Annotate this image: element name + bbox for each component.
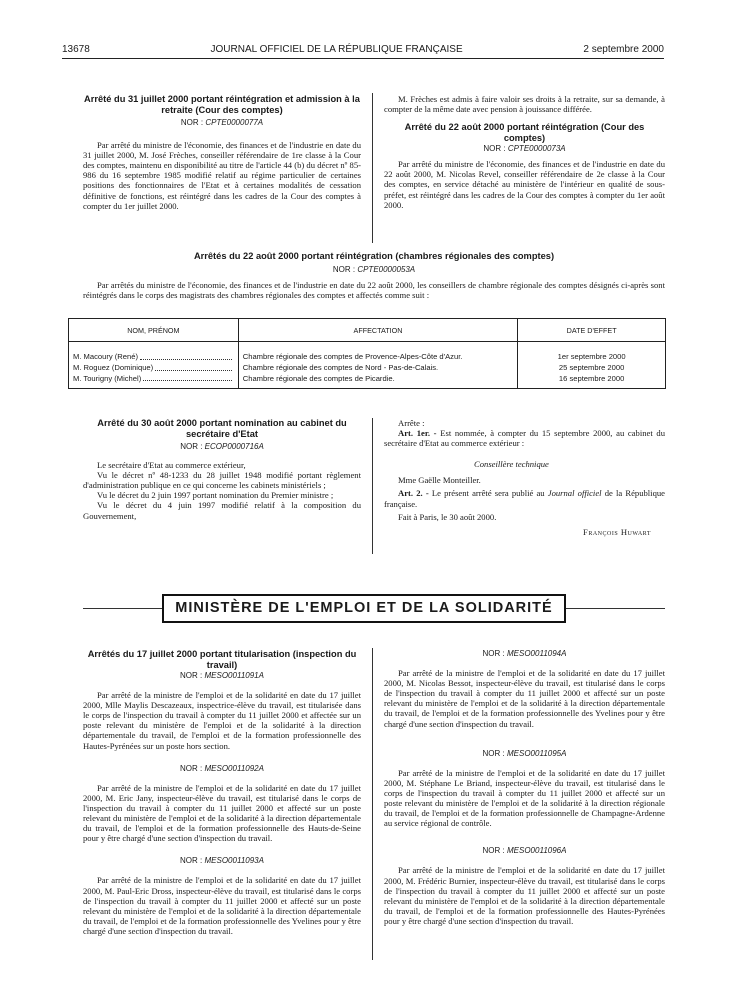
page-header xyxy=(62,44,664,55)
article-body: Par arrêté de la ministre de l'emploi et de la solidarité en date du 17 juillet 2000, M. Paul-Eric Dross, inspecteur-élève du travail, est titularisé dans le corps de l'inspection du travail à compter du 11 juillet 2000 et affecté sur un poste relevant du ministère de l'emploi et de la solidarité à la direction départementale du travail, de l'emploi et de la formation professionnelle des Yvelines pour y être chargé d'une section d'inspection du travail. xyxy=(83,875,361,936)
article-nomination-dispositif xyxy=(384,418,665,537)
article-body: Par arrêté de la ministre de l'emploi et de la solidarité en date du 17 juillet 2000, M. Frédéric Burnier, inspecteur-élève du travail, est titularisé dans le corps de l'inspection du travail à compter du 11 juillet 2000 et affecté sur un poste relevant du ministère de l'emploi et de la solidarité à la direction départementale du travail, de l'emploi et de la formation professionnelle des Hautes-Pyrénées pour y être chargé d'une section d'inspection du travail. xyxy=(384,865,665,926)
column-divider xyxy=(372,418,373,554)
role-title: Conseillère technique xyxy=(474,459,549,470)
table-row: M. Tourigny (Michel) Chambre régionale des comptes de Picardie. 16 septembre 2000 xyxy=(69,374,666,389)
arrete-label: Arrête : xyxy=(398,418,425,428)
article-nomination-cabinet xyxy=(83,418,361,521)
column-divider xyxy=(372,93,373,243)
nor-reference: NOR : MESO0011094A xyxy=(482,649,567,658)
article-body: Par arrêté de la ministre de l'emploi et de la solidarité en date du 17 juillet 2000, M. Eric Jany, inspecteur-élève du travail, est titularisé dans le corps de l'inspection du travail à compter du 11 juillet 2000 et affecté sur un poste relevant du ministère de l'emploi et de la solidarité à la direction départementale du travail, de l'emploi et de la formation professionnelle des Hauts-de-Seine pour y être chargé d'une section d'inspection du travail. xyxy=(83,782,361,844)
article-reintegration-retraite xyxy=(83,94,361,211)
article-continuation-and-reintegration xyxy=(384,94,665,210)
visa: Vu le décret du 2 juin 1997 portant nomination du Premier ministre ; xyxy=(97,490,334,501)
visa: Vu le décret nº 48-1233 du 28 juillet 1948 modifié portant règlement d'administration publique en ce qui concerne les cabinets ministériels ; xyxy=(83,470,361,491)
header-rule xyxy=(62,58,664,59)
done-at: Fait à Paris, le 30 août 2000. xyxy=(398,511,497,522)
issue-date: 2 septembre 2000 xyxy=(583,44,664,55)
signature: François Huwart xyxy=(583,526,651,537)
assignments-table xyxy=(68,318,666,389)
banner-rule-left xyxy=(83,608,162,609)
article-title: Arrêtés du 17 juillet 2000 portant titularisation (inspection du travail) xyxy=(87,649,357,670)
article-chambres-regionales xyxy=(83,251,665,300)
article-body: Par arrêté du ministre de l'économie, des finances et de l'industrie en date du 31 juillet 2000, M. José Frèches, conseiller référendaire de 1re classe à la Cour des comptes, maintenu en disponibilité au titre de l'article 44 (b) du décret nº 85-986 du 16 septembre 1985 modifié relatif au régime particulier de certaines positions des fonctionnaires de l'Etat et à certaines modalités de cessation définitive de fonctions, est réintégré dans les cadres de la Cour des comptes à compter du 1er juillet 2000. xyxy=(83,140,361,211)
article-body: Par arrêtés du ministre de l'économie, des finances et de l'industrie en date du 22 août 2000, les conseillers de chambre régionale des comptes désignés ci-après sont réintégrés dans le corps des magistrats des chambres régionales des comptes et affectés comme suit : xyxy=(83,279,665,300)
article-body: Par arrêté de la ministre de l'emploi et de la solidarité en date du 17 juillet 2000, M. Stéphane Le Briand, inspecteur-élève du travail, est titularisé dans le corps de l'inspection du travail à compter du 11 juillet 2000 et affecté sur un poste relevant du ministère de l'emploi et de la solidarité à la direction régionale du travail, de l'emploi et de la formation professionnelle de Champagne-Ardenne au service régional de contrôle. xyxy=(384,767,665,829)
appointee: Mme Gaëlle Monteiller. xyxy=(398,475,481,486)
nor-reference: NOR : MESO0011091A xyxy=(180,671,264,680)
article-title: Arrêté du 31 juillet 2000 portant réintégration et admission à la retraite (Cour des comptes) xyxy=(84,94,360,115)
article-titularisation-continued xyxy=(384,649,665,926)
article-title: Arrêtés du 22 août 2000 portant réintégration (chambres régionales des comptes) xyxy=(193,251,555,261)
nor-reference: NOR : MESO0011093A xyxy=(180,856,264,866)
ministry-banner: MINISTÈRE DE L'EMPLOI ET DE LA SOLIDARITÉ xyxy=(162,594,566,623)
article-2: Art. 2. - Le présent arrêté sera publié au Journal officiel de la République française. xyxy=(384,488,665,509)
visa: Vu le décret du 4 juin 1997 modifié relatif à la composition du Gouvernement, xyxy=(83,500,361,521)
column-header-name: NOM, PRÉNOM xyxy=(69,319,239,342)
column-divider xyxy=(372,648,373,960)
nor-reference: NOR : CPTE0000077A xyxy=(180,118,264,127)
table-row: M. Macoury (René) Chambre régionale des comptes de Provence-Alpes-Côte d'Azur. 1er septembre 2000 xyxy=(69,342,666,363)
nor-reference: NOR : MESO0011095A xyxy=(482,748,567,758)
article-title: Arrêté du 30 août 2000 portant nomination au cabinet du secrétaire d'Etat xyxy=(97,418,347,439)
nor-reference: NOR : CPTE0000073A xyxy=(483,144,566,154)
article-body: Par arrêté de la ministre de l'emploi et de la solidarité en date du 17 juillet 2000, M. Nicolas Bessot, inspecteur-élève du travail, est titularisé dans le corps de l'inspection du travail à compter du 11 juillet 2000 et affecté sur un poste relevant du ministère de l'emploi et de la solidarité à la direction départementale du travail, de l'emploi et de la formation professionnelle des Yvelines pour y être chargé d'une section d'inspection du travail. xyxy=(384,668,665,729)
column-header-affectation: AFFECTATION xyxy=(238,319,517,342)
article-continuation: M. Frèches est admis à faire valoir ses droits à la retraite, sur sa demande, à compter de la même date avec pension à jouissance différée. xyxy=(384,94,665,115)
article-title: Arrêté du 22 août 2000 portant réintégration (Cour des comptes) xyxy=(404,122,645,143)
nor-reference: NOR : ECOP0000716A xyxy=(180,442,264,451)
page-number: 13678 xyxy=(62,44,90,55)
visa: Le secrétaire d'Etat au commerce extérieur, xyxy=(97,460,246,471)
nor-reference: NOR : MESO0011092A xyxy=(180,763,264,773)
nor-reference: NOR : CPTE0000053A xyxy=(332,264,416,274)
table-row: M. Roguez (Dominique) Chambre régionale des comptes de Nord - Pas-de-Calais. 25 septembre 2000 xyxy=(69,363,666,374)
article-body: Par arrêté de la ministre de l'emploi et de la solidarité en date du 17 juillet 2000, Mlle Maylis Descazeaux, inspectrice-élève du travail, est titularisée dans le corps de l'inspection du travail à compter du 11 juillet 2000 et affectée sur un poste relevant du ministère de l'emploi et de la solidarité à la direction départementale du travail, de l'emploi et de la formation professionnelle des Hautes-Pyrénées sur un poste hors section. xyxy=(83,690,361,751)
journal-title: JOURNAL OFFICIEL DE LA RÉPUBLIQUE FRANÇAISE xyxy=(210,44,463,55)
column-header-date: DATE D'EFFET xyxy=(518,319,666,342)
nor-reference: NOR : MESO0011096A xyxy=(482,846,567,856)
article-body: Par arrêté du ministre de l'économie, des finances et de l'industrie en date du 22 août 2000, M. Nicolas Revel, conseiller référendaire de 2e classe à la Cour des comptes, en service détaché au ministère de l'intérieur en qualité de sous-préfet, est réintégré dans les cadres de la Cour des comptes à compter du 1er août 2000. xyxy=(384,159,665,210)
banner-rule-right xyxy=(566,608,665,609)
article-1: Art. 1er. - Est nommée, à compter du 15 septembre 2000, au cabinet du secrétaire d'Etat au commerce extérieur : xyxy=(384,428,665,449)
article-titularisation xyxy=(83,649,361,936)
